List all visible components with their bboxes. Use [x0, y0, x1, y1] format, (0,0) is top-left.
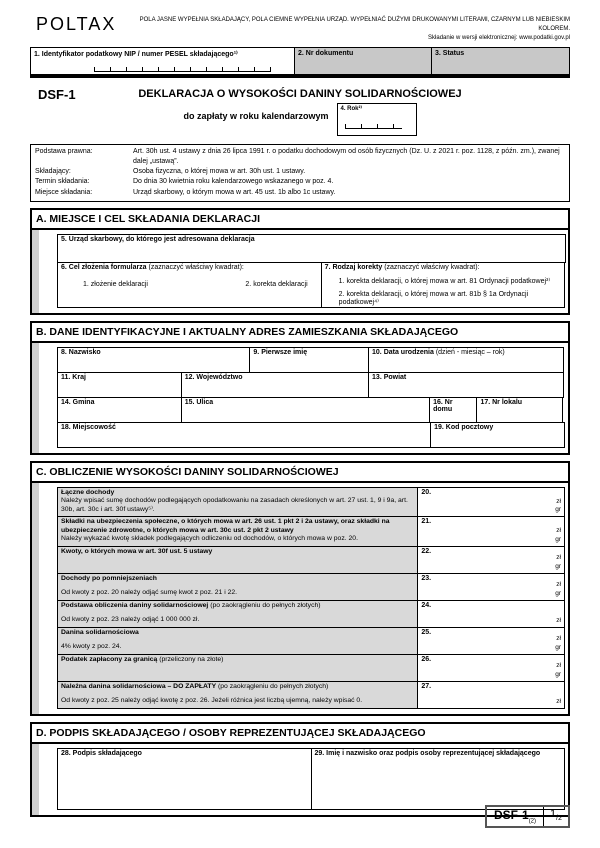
option-declaration-filing[interactable]: 1. złożenie deklaracji	[83, 280, 148, 288]
row-20-instruction: Należy wpisać sumę dochodów podlegających opodatkowaniu na zasadach określonych w art. 27 ust. 1, 9 i 9a, art. 30b, art. 30c i art. 30f ustawy⁵⁾.	[61, 497, 408, 513]
tax-office-field[interactable]	[57, 234, 566, 263]
city-label: 18. Miejscowość	[61, 423, 116, 431]
signature-label: 28. Podpis składającego	[61, 749, 142, 757]
representative-signature-field[interactable]	[311, 748, 566, 810]
status-label: 3. Status	[435, 50, 465, 57]
row-21-instruction: Należy wykazać kwotę składek podlegających odliczeniu od dochodów, o których mowa w poz. 20.	[61, 535, 358, 543]
commune-label: 14. Gmina	[61, 398, 95, 406]
birth-date-label: 10. Data urodzenia	[372, 348, 434, 356]
unit-gr: gr	[555, 535, 561, 543]
section-b	[30, 321, 570, 455]
row-27-description: Należna danina solidarnościowa – DO ZAPŁATY (po zaokrągleniu do pełnych złotych) Od kwoty z poz. 25 należy odjąć kwotę z poz. 26. Jeżeli różnica jest liczbą ujemną, należy wpisać 0.	[57, 681, 418, 709]
unit-gr: gr	[555, 670, 561, 678]
representative-signature-label: 29. Imię i nazwisko oraz podpis osoby reprezentującej składającego	[314, 749, 541, 757]
postal-code-label: 19. Kod pocztowy	[434, 423, 494, 431]
unit-gr: gr	[555, 643, 561, 651]
tax-office-label: 5. Urząd skarbowy, do którego jest adresowana deklaracja	[61, 235, 255, 243]
section-a	[30, 208, 570, 315]
postal-code-field[interactable]	[430, 422, 565, 448]
street-label: 15. Ulica	[184, 398, 214, 406]
row-25-amount-field[interactable]	[417, 627, 565, 655]
first-name-field[interactable]	[249, 347, 369, 373]
row-27-amount-field[interactable]	[417, 681, 565, 709]
form-subtitle: do zapłaty w roku kalendarzowym	[183, 111, 329, 121]
form-title: DEKLARACJA O WYSOKOŚCI DANINY SOLIDARNOŚCIOWEJ	[138, 88, 462, 100]
print-instructions	[116, 14, 570, 43]
voivodeship-field[interactable]	[181, 372, 369, 398]
section-d-heading: D. PODPIS SKŁADAJĄCEGO / OSOBY REPREZENTUJĄCEJ SKŁADAJĄCEGO	[32, 724, 568, 744]
nip-comb-line[interactable]	[94, 67, 271, 72]
row-20-title: Łączne dochody	[61, 488, 115, 496]
unit-zl: zł	[556, 635, 561, 643]
row-23-description	[57, 573, 418, 601]
row-23-number: 23.	[421, 574, 432, 582]
legal-text: Do dnia 30 kwietnia roku kalendarzowego wskazanego w poz. 4.	[133, 178, 334, 186]
divider-bar	[30, 75, 570, 78]
filing-purpose-label: 6. Cel złożenia formularza	[61, 263, 147, 271]
calc-row-24	[57, 600, 566, 628]
calc-row-27	[57, 681, 566, 709]
row-22-title: Kwoty, o których mowa w art. 30f ust. 5 ustawy	[61, 547, 213, 555]
row-20-amount-field[interactable]	[417, 487, 565, 517]
row-23-title: Dochody po pomniejszeniach	[61, 574, 157, 582]
first-name-label: 9. Pierwsze imię	[253, 348, 308, 356]
row-24-amount-field[interactable]	[417, 600, 565, 628]
county-field[interactable]	[368, 372, 564, 398]
form-header	[30, 14, 570, 43]
legal-text: Art. 30h ust. 4 ustawy z dnia 26 lipca 1991 r. o podatku dochodowym od osób fizycznych (Dz. U. z 2021 r. poz. 1128, z późn. zm.), zwanej dalej „ustawą”.	[133, 148, 560, 166]
row-21-title: Składki na ubezpieczenia społeczne, o których mowa w art. 26 ust. 1 pkt 2 i 2a ustawy, oraz składki na ubezpieczenie zdrowotne, o których mowa w art. 30c ust. 2 pkt 2 ustawy	[61, 518, 390, 534]
row-21-description	[57, 516, 418, 546]
legal-basis-box	[30, 144, 570, 202]
street-field[interactable]	[181, 397, 430, 423]
year-comb-line[interactable]	[345, 124, 402, 129]
surname-label: 8. Nazwisko	[61, 348, 101, 356]
unit-zl: zł	[556, 616, 561, 624]
option-correction-art81b[interactable]: 2. korekta deklaracji, o której mowa w art. 81b § 1a Ordynacji podatkowej⁴⁾	[338, 290, 529, 306]
section-d	[30, 722, 570, 817]
correction-type-label: 7. Rodzaj korekty	[324, 263, 383, 271]
calc-row-25	[57, 627, 566, 655]
calc-row-22	[57, 546, 566, 574]
legal-text: Urząd skarbowy, o którym mowa w art. 45 ust. 1b albo 1c ustawy.	[133, 188, 336, 196]
unit-zl: zł	[556, 662, 561, 670]
unit-zl: zł	[556, 581, 561, 589]
legal-row	[35, 177, 565, 187]
voivodeship-label: 12. Województwo	[184, 373, 243, 381]
correction-type-field	[321, 262, 565, 308]
row-25-number: 25.	[421, 628, 432, 636]
unit-zl: zł	[556, 527, 561, 535]
unit-zl: zł	[556, 697, 561, 705]
row-20-description	[57, 487, 418, 517]
identification-row	[30, 47, 570, 75]
calc-row-21	[57, 516, 566, 546]
row-22-amount-field[interactable]	[417, 546, 565, 574]
birth-date-field[interactable]	[368, 347, 564, 373]
house-number-label: 16. Nr domu	[433, 398, 453, 413]
apartment-number-field[interactable]	[476, 397, 563, 423]
row-26-description: Podatek zapłacony za granicą (przeliczony na złote)	[57, 654, 418, 682]
birth-date-note: (dzień - miesiąc – rok)	[433, 348, 505, 356]
row-22-number: 22.	[421, 547, 432, 555]
poltax-logo: POLTAX	[36, 14, 117, 34]
footer-form-id	[485, 805, 570, 828]
legal-label: Miejsce składania:	[35, 188, 93, 196]
section-c-heading: C. OBLICZENIE WYSOKOŚCI DANINY SOLIDARNOŚCIOWEJ	[32, 463, 568, 483]
legal-label: Składający:	[35, 168, 71, 176]
city-field[interactable]	[57, 422, 431, 448]
page-total: /2	[556, 814, 562, 822]
form-code: DSF-1	[38, 87, 76, 102]
status-field	[431, 47, 570, 75]
nip-pesel-field[interactable]	[30, 47, 295, 75]
row-25-description	[57, 627, 418, 655]
row-27-instruction: Od kwoty z poz. 25 należy odjąć kwotę z poz. 26. Jeżeli różnica jest liczbą ujemną, należy wpisać 0.	[61, 697, 363, 705]
row-24-title: Podstawa obliczenia daniny solidarnościowej	[61, 601, 209, 609]
print-note-line2: Składanie w wersji elektronicznej: www.podatki.gov.pl	[428, 35, 570, 41]
surname-field[interactable]	[57, 347, 250, 373]
apartment-number-label: 17. Nr lokalu	[480, 398, 523, 406]
page-current: 1	[550, 807, 557, 820]
row-26-title: Podatek zapłacony za granicą	[61, 655, 158, 663]
row-21-amount-field[interactable]	[417, 516, 565, 546]
print-note-line1: POLA JASNE WYPEŁNIA SKŁADAJĄCY, POLA CIEMNE WYPEŁNIA URZĄD. WYPEŁNIAĆ DUŻYMI DRUKOWANYMI LITERAMI, CZARNYM LUB NIEBIESKIM KOLOREM.	[139, 17, 570, 32]
unit-gr: gr	[555, 589, 561, 597]
row-22-description	[57, 546, 418, 574]
row-27-number: 27.	[421, 682, 432, 690]
option-correction-art81[interactable]: 1. korekta deklaracji, o której mowa w art. 81 Ordynacji podatkowej³⁾	[338, 277, 551, 285]
row-20-number: 20.	[421, 488, 432, 496]
signature-field[interactable]	[57, 748, 312, 810]
unit-zl: zł	[556, 554, 561, 562]
footer-version-text: (2)	[528, 818, 537, 824]
calc-row-26	[57, 654, 566, 682]
country-field[interactable]	[57, 372, 182, 398]
legal-label: Termin składania:	[35, 178, 90, 186]
row-24-number: 24.	[421, 601, 432, 609]
filing-purpose-note: (zaznaczyć właściwy kwadrat):	[146, 263, 244, 271]
row-26-amount-field[interactable]	[417, 654, 565, 682]
country-label: 11. Kraj	[61, 373, 86, 381]
row-26-number: 26.	[421, 655, 432, 663]
year-label: 4. Rok²⁾	[340, 106, 362, 112]
calc-row-20	[57, 487, 566, 517]
legal-row	[35, 167, 565, 177]
filing-purpose-field	[57, 262, 322, 308]
section-a-heading: A. MIEJSCE I CEL SKŁADANIA DEKLARACJI	[32, 210, 568, 230]
row-25-title: Danina solidarnościowa	[61, 628, 139, 636]
row-24-description: Podstawa obliczenia daniny solidarnościowej (po zaokrągleniu do pełnych złotych) Od kwoty z poz. 23 należy odjąć 1 000 000 zł.	[57, 600, 418, 628]
legal-label: Podstawa prawna:	[35, 148, 93, 155]
legal-row	[35, 147, 565, 167]
row-23-instruction: Od kwoty z poz. 20 należy odjąć sumę kwot z poz. 21 i 22.	[61, 589, 238, 597]
nip-pesel-label: 1. Identyfikator podatkowy NIP / numer PESEL składającego¹⁾	[34, 51, 238, 58]
unit-gr: gr	[555, 562, 561, 570]
calc-row-23	[57, 573, 566, 601]
section-b-heading: B. DANE IDENTYFIKACYJNE I AKTUALNY ADRES ZAMIESZKANIA SKŁADAJĄCEGO	[32, 323, 568, 343]
row-21-number: 21.	[421, 518, 432, 526]
unit-gr: gr	[555, 506, 561, 514]
correction-type-note: (zaznaczyć właściwy kwadrat):	[382, 263, 480, 271]
row-24-instruction: Od kwoty z poz. 23 należy odjąć 1 000 000 zł.	[61, 616, 200, 624]
legal-row	[35, 188, 565, 198]
section-c	[30, 461, 570, 716]
unit-zl: zł	[556, 497, 561, 505]
document-number-field	[294, 47, 432, 75]
title-block	[30, 85, 570, 141]
row-23-amount-field[interactable]	[417, 573, 565, 601]
footer-page-indicator	[544, 807, 568, 826]
row-25-instruction: 4% kwoty z poz. 24.	[61, 643, 122, 651]
county-label: 13. Powiat	[372, 373, 407, 381]
footer-form-code	[487, 807, 544, 826]
house-number-field[interactable]	[429, 397, 477, 423]
year-field[interactable]	[337, 103, 417, 136]
commune-field[interactable]	[57, 397, 182, 423]
document-number-label: 2. Nr dokumentu	[298, 50, 354, 57]
option-declaration-correction[interactable]: 2. korekta deklaracji	[245, 280, 308, 288]
legal-text: Osoba fizyczna, o której mowa w art. 30h ust. 1 ustawy.	[133, 168, 306, 176]
footer-code-text: DSF-1	[494, 807, 529, 822]
row-27-title: Należna danina solidarnościowa – DO ZAPŁATY	[61, 682, 217, 690]
